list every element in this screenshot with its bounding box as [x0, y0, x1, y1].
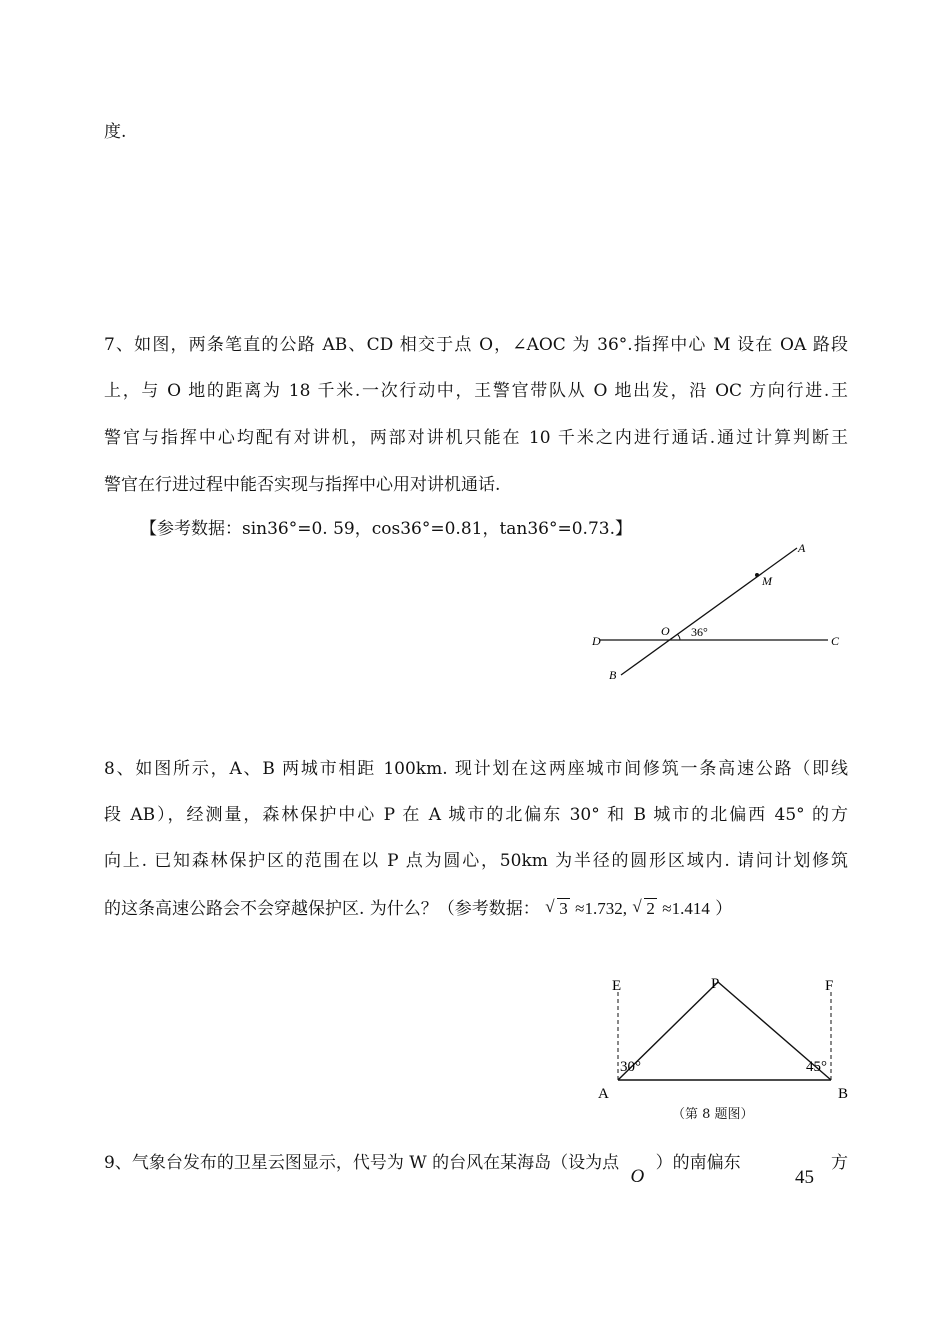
top-fragment: 度. [104, 122, 127, 142]
q8-line-2: 段 AB），经测量，森林保护中心 P 在 A 城市的北偏东 30° 和 B 城市的北偏西 45° 的方 [104, 805, 848, 825]
approx-sqrt3: ≈1.732, [575, 899, 627, 918]
sqrt-2-radicand: 2 [646, 899, 655, 918]
label-angle: 36° [691, 625, 708, 639]
label-angle-a: 30° [620, 1059, 641, 1075]
angle-arc [677, 634, 680, 640]
q9-point-o: O [630, 1166, 645, 1187]
label-m: M [762, 574, 772, 588]
sqrt-3-radicand: 3 [559, 899, 568, 918]
q9-text-3: 方 [831, 1153, 848, 1173]
sqrt-3: √ 3 [545, 897, 568, 918]
q8-close-paren: ） [715, 899, 733, 919]
q8-line-3: 向上. 已知森林保护区的范围在以 P 点为圆心，50km 为半径的圆形区域内. 请问计划修筑 [104, 851, 848, 871]
label-angle-b: 45° [806, 1059, 827, 1075]
q8-figure-caption: （第 8 题图） [672, 1107, 754, 1122]
q9-text-2: ）的南偏东 [655, 1153, 741, 1173]
q9-text: 9、气象台发布的卫星云图显示，代号为 W 的台风在某海岛（设为点 [104, 1153, 620, 1173]
label-f: F [825, 978, 834, 994]
label-p: P [711, 976, 720, 992]
label-c: C [831, 634, 840, 648]
q7-line-4: 警官在行进过程中能否实现与指挥中心用对讲机通话. [104, 475, 501, 495]
label-b: B [609, 668, 617, 682]
sqrt-2: √ 2 [632, 897, 655, 918]
label-a: A [598, 1086, 609, 1102]
q7-line-3: 警官与指挥中心均配有对讲机，两部对讲机只能在 10 千米之内进行通话.通过计算判断王 [104, 428, 848, 448]
line-ab [621, 548, 797, 675]
q7-figure [585, 535, 855, 690]
q9-angle: 45 [795, 1167, 814, 1188]
q9-line-1 [104, 1152, 741, 1187]
q7-line-1: 7、如图，两条笔直的公路 AB、CD 相交于点 O，∠AOC 为 36°.指挥中心 M 设在 OA 路段 [104, 335, 848, 355]
label-o: O [661, 624, 670, 638]
approx-sqrt2: ≈1.414 [662, 899, 710, 918]
label-d: D [592, 634, 601, 648]
q8-line-4-text: 的这条高速公路会不会穿越保护区. 为什么？（参考数据： [104, 899, 540, 919]
q8-line-4 [104, 898, 732, 920]
point-m [755, 573, 759, 577]
label-b: B [838, 1086, 849, 1102]
q8-figure [590, 970, 860, 1105]
q8-line-1: 8、如图所示，A、B 两城市相距 100km. 现计划在这两座城市间修筑一条高速公路（即线 [104, 759, 848, 779]
label-a: A [798, 541, 806, 555]
q7-reference-data: 【参考数据：sin36°=0. 59，cos36°=0.81，tan36°=0.73.】 [140, 519, 632, 539]
label-e: E [612, 978, 622, 994]
q7-line-2: 上，与 O 地的距离为 18 千米.一次行动中，王警官带队从 O 地出发，沿 OC 方向行进.王 [104, 381, 848, 401]
